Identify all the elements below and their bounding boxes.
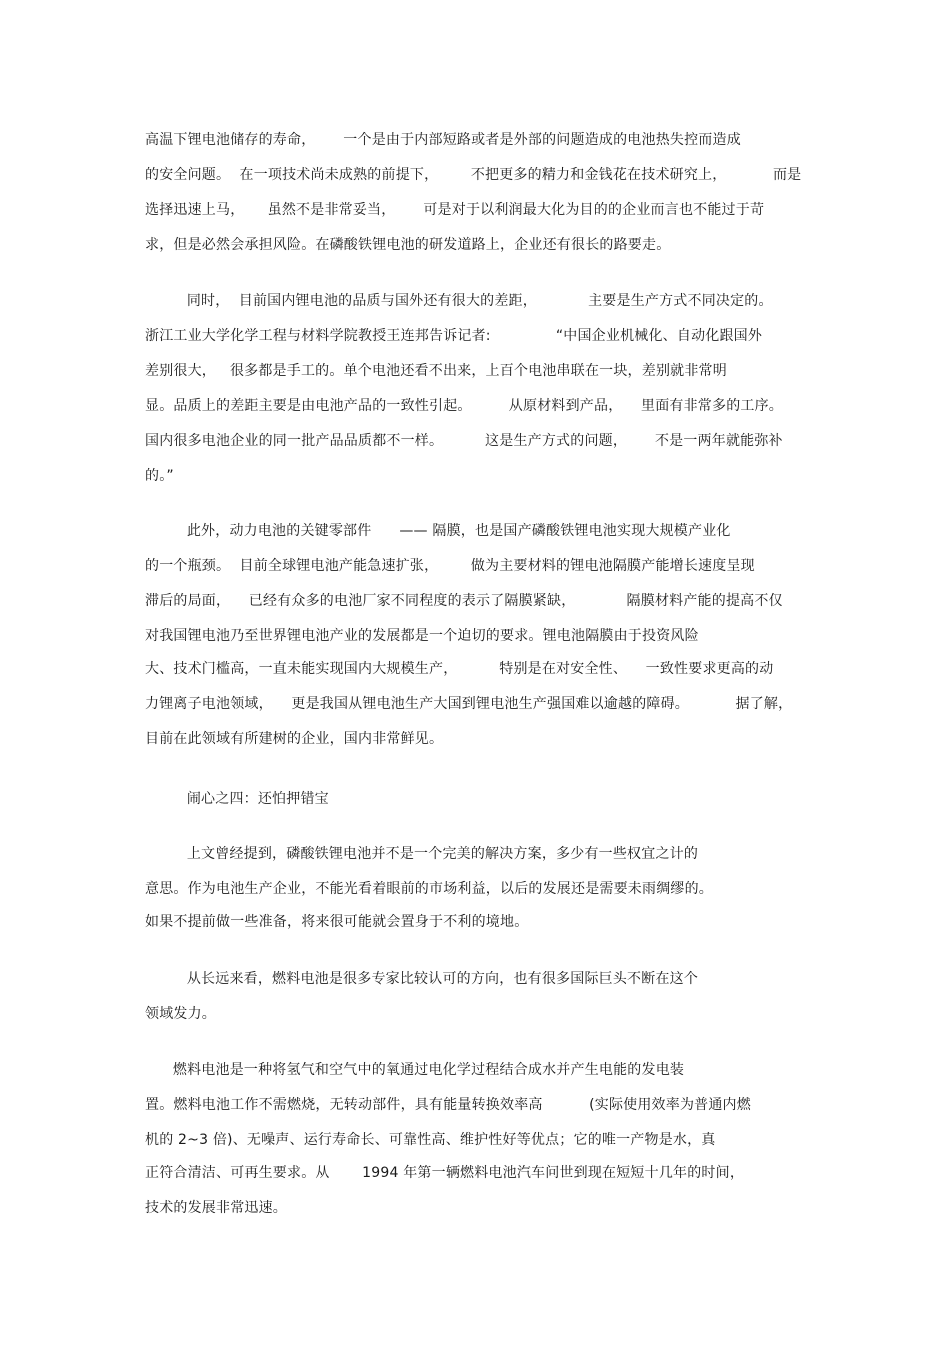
text-line: 正符合清洁、可再生要求。从 1994 年第一辆燃料电池汽车问世到现在短短十几年的时间， <box>145 1165 745 1181</box>
text-line: 燃料电池是一种将氢气和空气中的氧通过电化学过程结合成水并产生电能的发电装 <box>145 1062 685 1078</box>
text-line: 目前在此领域有所建树的企业，国内非常鲜见。 <box>145 731 444 747</box>
text-line: 滞后的局面， 已经有众多的电池厂家不同程度的表示了隔膜紧缺， 隔膜材料产能的提高不仅 <box>145 593 783 609</box>
text-line: 如果不提前做一些准备，将来很可能就会置身于不利的境地。 <box>145 914 529 930</box>
text-line: 的。” <box>145 468 174 484</box>
text-line: 对我国锂电池乃至世界锂电池产业的发展都是一个迫切的要求。锂电池隔膜由于投资风险 <box>145 628 699 644</box>
text-line: 上文曾经提到，磷酸铁锂电池并不是一个完美的解决方案，多少有一些权宜之计的 <box>145 846 699 862</box>
text-line: 此外，动力电池的关键零部件 —— 隔膜，也是国产磷酸铁锂电池实现大规模产业化 <box>145 523 731 539</box>
text-line: 浙江工业大学化学工程与材料学院教授王连邦告诉记者: “中国企业机械化、自动化跟国外 <box>145 328 763 344</box>
text-line: 国内很多电池企业的同一批产品品质都不一样。 这是生产方式的问题， 不是一两年就能弥补 <box>145 433 783 449</box>
text-line: 意思。作为电池生产企业，不能光看着眼前的市场利益，以后的发展还是需要未雨绸缪的。 <box>145 881 713 897</box>
text-line: 选择迅速上马， 虽然不是非常妥当， 可是对于以利润最大化为目的的企业而言也不能过于苛 <box>145 202 765 218</box>
text-line: 高温下锂电池储存的寿命， 一个是由于内部短路或者是外部的问题造成的电池热失控而造成 <box>145 132 741 148</box>
text-line: 领域发力。 <box>145 1006 216 1022</box>
text-line: 力锂离子电池领域， 更是我国从锂电池生产大国到锂电池生产强国难以逾越的障碍。 据了解， <box>145 696 793 712</box>
text-line: 显。品质上的差距主要是由电池产品的一致性引起。 从原材料到产品， 里面有非常多的工序。 <box>145 398 783 414</box>
text-line: 技术的发展非常迅速。 <box>145 1200 287 1216</box>
text-line: 机的 2~3 倍)、无噪声、运行寿命长、可靠性高、维护性好等优点；它的唯一产物是水，真 <box>145 1132 716 1148</box>
text-line: 同时， 目前国内锂电池的品质与国外还有很大的差距， 主要是生产方式不同决定的。 <box>145 293 773 309</box>
text-line: 的安全问题。 在一项技术尚未成熟的前提下， 不把更多的精力和金钱花在技术研究上， 而是 <box>145 167 802 183</box>
text-line: 大、技术门槛高，一直未能实现国内大规模生产， 特别是在对安全性、 一致性要求更高的动 <box>145 661 774 677</box>
section-heading: 闹心之四：还怕押错宝 <box>145 791 329 807</box>
text-line: 从长远来看，燃料电池是很多专家比较认可的方向，也有很多国际巨头不断在这个 <box>145 971 699 987</box>
text-line: 求，但是必然会承担风险。在磷酸铁锂电池的研发道路上，企业还有很长的路要走。 <box>145 237 671 253</box>
text-line: 置。燃料电池工作不需燃烧，无转动部件，具有能量转换效率高 (实际使用效率为普通内燃 <box>145 1097 751 1113</box>
text-line: 差别很大， 很多都是手工的。单个电池还看不出来，上百个电池串联在一块，差别就非常明 <box>145 363 727 379</box>
text-line: 的一个瓶颈。 目前全球锂电池产能急速扩张， 做为主要材料的锂电池隔膜产能增长速度呈现 <box>145 558 755 574</box>
